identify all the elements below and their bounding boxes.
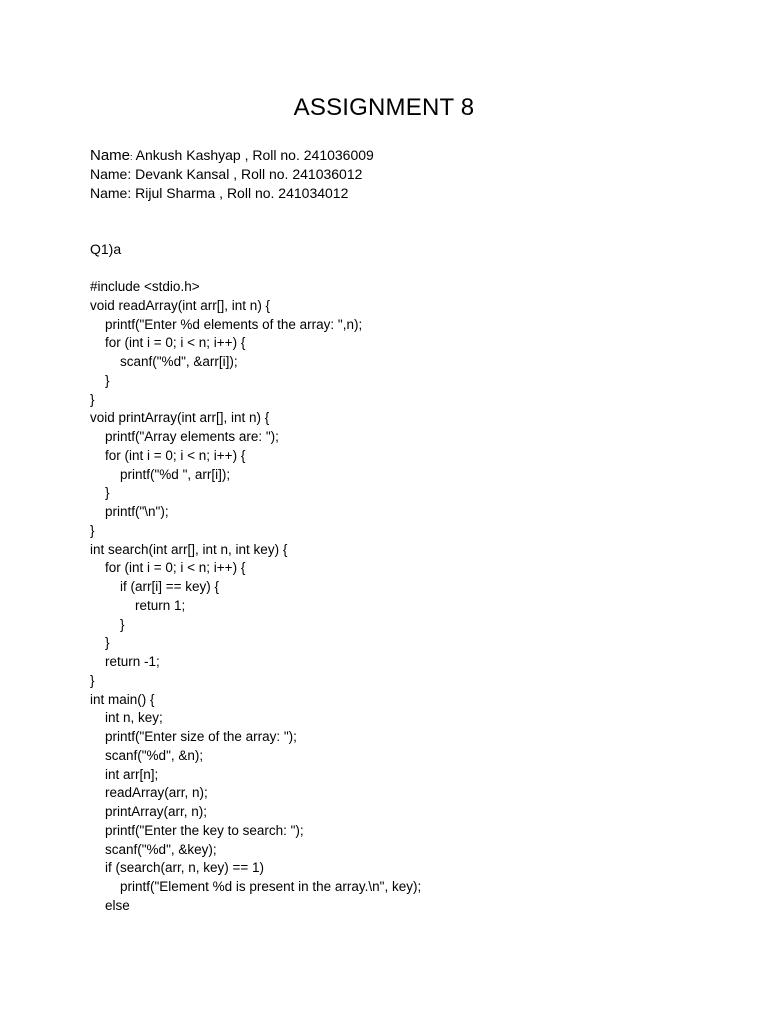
student-names	[90, 146, 374, 203]
code-line: scanf("%d", &n);	[90, 747, 204, 763]
code-line: scanf("%d", &arr[i]);	[90, 354, 238, 369]
code-line: }	[90, 485, 110, 501]
code-line: printf("Element %d is present in the array.\n", key);	[90, 879, 422, 894]
code-line: printf("Array elements are: ");	[90, 429, 279, 444]
code-line: return 1;	[90, 597, 186, 613]
code-line: int arr[n];	[90, 766, 159, 782]
name-label: Name	[90, 166, 128, 182]
code-line: return -1;	[90, 654, 160, 669]
name-label: Name	[90, 185, 128, 201]
name-label: Name	[90, 147, 131, 164]
name-separator: :	[127, 166, 132, 182]
student-name-line	[90, 165, 374, 184]
code-line: }	[90, 522, 95, 538]
code-line: int main() {	[90, 691, 155, 707]
code-line: for (int i = 0; i < n; i++) {	[90, 560, 246, 576]
code-line: }	[90, 372, 110, 388]
code-line: else	[90, 897, 130, 913]
student-name-line	[90, 184, 374, 203]
code-line: scanf("%d", &key);	[90, 841, 217, 857]
code-line: readArray(arr, n);	[90, 785, 208, 801]
name-separator: :	[127, 185, 132, 201]
code-line: int n, key;	[90, 710, 163, 726]
code-line: if (arr[i] == key) {	[90, 579, 220, 594]
document-title: ASSIGNMENT 8	[293, 94, 475, 121]
student-name-line	[90, 146, 374, 165]
name-separator: :	[130, 152, 133, 162]
code-line: }	[90, 616, 125, 632]
code-line: printf("%d ", arr[i]);	[90, 466, 231, 482]
code-line: printArray(arr, n);	[90, 804, 208, 819]
code-line: void readArray(int arr[], int n) {	[90, 297, 271, 313]
code-block	[90, 278, 421, 916]
code-line: printf("Enter size of the array: ");	[90, 729, 297, 744]
code-line: int search(int arr[], int n, int key) {	[90, 541, 288, 557]
code-line: printf("Enter %d elements of the array: ",n);	[90, 316, 363, 332]
code-line: if (search(arr, n, key) == 1)	[90, 860, 265, 876]
code-line: for (int i = 0; i < n; i++) {	[90, 447, 246, 463]
code-line: printf("Enter the key to search: ");	[90, 822, 304, 838]
code-line: printf("\n");	[90, 504, 169, 519]
code-line: #include <stdio.h>	[90, 279, 200, 294]
name-value: Ankush Kashyap , Roll no. 241036009	[132, 147, 374, 163]
code-line: }	[90, 635, 110, 651]
code-line: for (int i = 0; i < n; i++) {	[90, 335, 246, 351]
code-line: void printArray(int arr[], int n) {	[90, 410, 270, 426]
name-value: Devank Kansal , Roll no. 241036012	[131, 166, 363, 182]
question-label: Q1)a	[90, 241, 122, 257]
name-value: Rijul Sharma , Roll no. 241034012	[131, 185, 349, 201]
code-line: }	[90, 672, 95, 688]
code-line: }	[90, 391, 95, 407]
